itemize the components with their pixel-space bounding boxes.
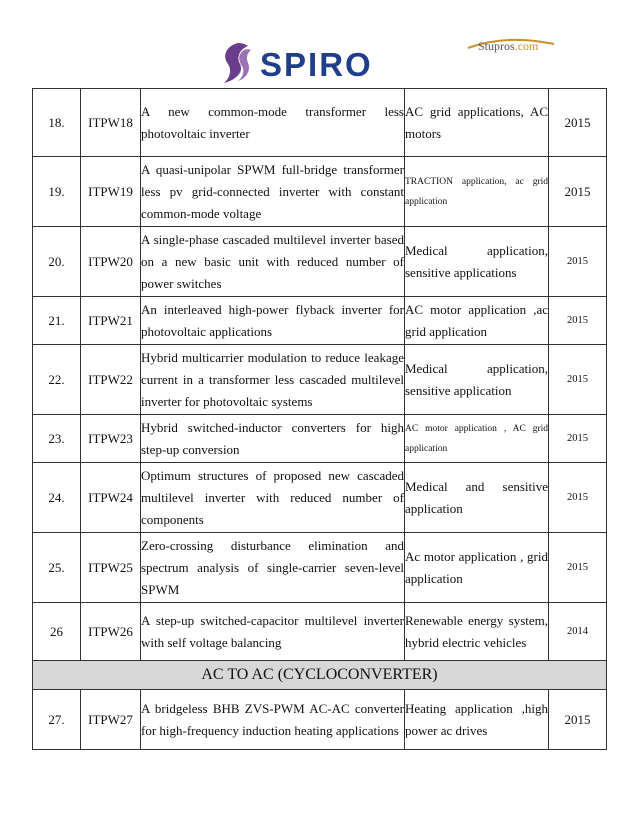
project-code: ITPW19 xyxy=(81,157,141,227)
row-number: 25. xyxy=(33,533,81,603)
project-year: 2015 xyxy=(549,297,607,345)
row-number: 24. xyxy=(33,463,81,533)
project-year: 2015 xyxy=(549,463,607,533)
table-row xyxy=(33,603,607,661)
section-title: AC TO AC (CYCLOCONVERTER) xyxy=(33,661,607,690)
project-code: ITPW18 xyxy=(81,89,141,157)
project-application: Heating application ,high power ac drives xyxy=(405,690,549,750)
project-application: Medical and sensitive application xyxy=(405,463,549,533)
spiro-swirl-icon xyxy=(218,40,254,86)
project-title: Hybrid switched-inductor converters for high step-up conversion xyxy=(141,415,405,463)
row-number: 21. xyxy=(33,297,81,345)
stupros-logo xyxy=(466,38,556,62)
table-row xyxy=(33,345,607,415)
project-title: A bridgeless BHB ZVS-PWM AC-AC converter for high-frequency induction heating applications xyxy=(141,690,405,750)
project-application: TRACTION application, ac grid application xyxy=(405,157,549,227)
table-row xyxy=(33,463,607,533)
project-code: ITPW25 xyxy=(81,533,141,603)
spiro-logo xyxy=(218,40,398,86)
table-row xyxy=(33,89,607,157)
table-row xyxy=(33,690,607,750)
project-code: ITPW26 xyxy=(81,603,141,661)
project-application: Renewable energy system, hybrid electric vehicles xyxy=(405,603,549,661)
project-title: A quasi-unipolar SPWM full-bridge transformer less pv grid-connected inverter with constant common-mode voltage xyxy=(141,157,405,227)
project-title: Zero-crossing disturbance elimination and spectrum analysis of single-carrier seven-level SPWM xyxy=(141,533,405,603)
project-application: AC motor application , AC grid application xyxy=(405,415,549,463)
row-number: 19. xyxy=(33,157,81,227)
spiro-logo-text: SPIRO xyxy=(260,46,373,83)
stupros-logo-text: Stupros.com xyxy=(478,39,539,53)
project-year: 2014 xyxy=(549,603,607,661)
row-number: 27. xyxy=(33,690,81,750)
project-code: ITPW20 xyxy=(81,227,141,297)
project-code: ITPW27 xyxy=(81,690,141,750)
row-number: 22. xyxy=(33,345,81,415)
project-year: 2015 xyxy=(549,89,607,157)
project-title: A step-up switched-capacitor multilevel inverter with self voltage balancing xyxy=(141,603,405,661)
row-number: 20. xyxy=(33,227,81,297)
project-application: Medical application, sensitive application xyxy=(405,345,549,415)
project-code: ITPW24 xyxy=(81,463,141,533)
project-title: A single-phase cascaded multilevel inverter based on a new basic unit with reduced number of power switches xyxy=(141,227,405,297)
table-row xyxy=(33,533,607,603)
project-year: 2015 xyxy=(549,157,607,227)
row-number: 26 xyxy=(33,603,81,661)
project-application: Medical application, sensitive applications xyxy=(405,227,549,297)
project-year: 2015 xyxy=(549,690,607,750)
project-year: 2015 xyxy=(549,345,607,415)
project-title: Optimum structures of proposed new cascaded multilevel inverter with reduced number of components xyxy=(141,463,405,533)
table-row xyxy=(33,415,607,463)
project-year: 2015 xyxy=(549,415,607,463)
project-application: AC grid applications, AC motors xyxy=(405,89,549,157)
project-year: 2015 xyxy=(549,227,607,297)
table-row xyxy=(33,227,607,297)
project-title: A new common-mode transformer less photovoltaic inverter xyxy=(141,89,405,157)
table-row xyxy=(33,157,607,227)
project-application: Ac motor application , grid application xyxy=(405,533,549,603)
page-header xyxy=(0,0,638,88)
project-title: Hybrid multicarrier modulation to reduce leakage current in a transformer less cascaded multilevel inverter for photovoltaic systems xyxy=(141,345,405,415)
project-application: AC motor application ,ac grid application xyxy=(405,297,549,345)
project-year: 2015 xyxy=(549,533,607,603)
row-number: 23. xyxy=(33,415,81,463)
row-number: 18. xyxy=(33,89,81,157)
project-code: ITPW22 xyxy=(81,345,141,415)
table-row xyxy=(33,297,607,345)
project-list-table xyxy=(32,88,607,750)
project-title: An interleaved high-power flyback inverter for photovoltaic applications xyxy=(141,297,405,345)
project-code: ITPW21 xyxy=(81,297,141,345)
section-header-row xyxy=(33,661,607,690)
project-code: ITPW23 xyxy=(81,415,141,463)
